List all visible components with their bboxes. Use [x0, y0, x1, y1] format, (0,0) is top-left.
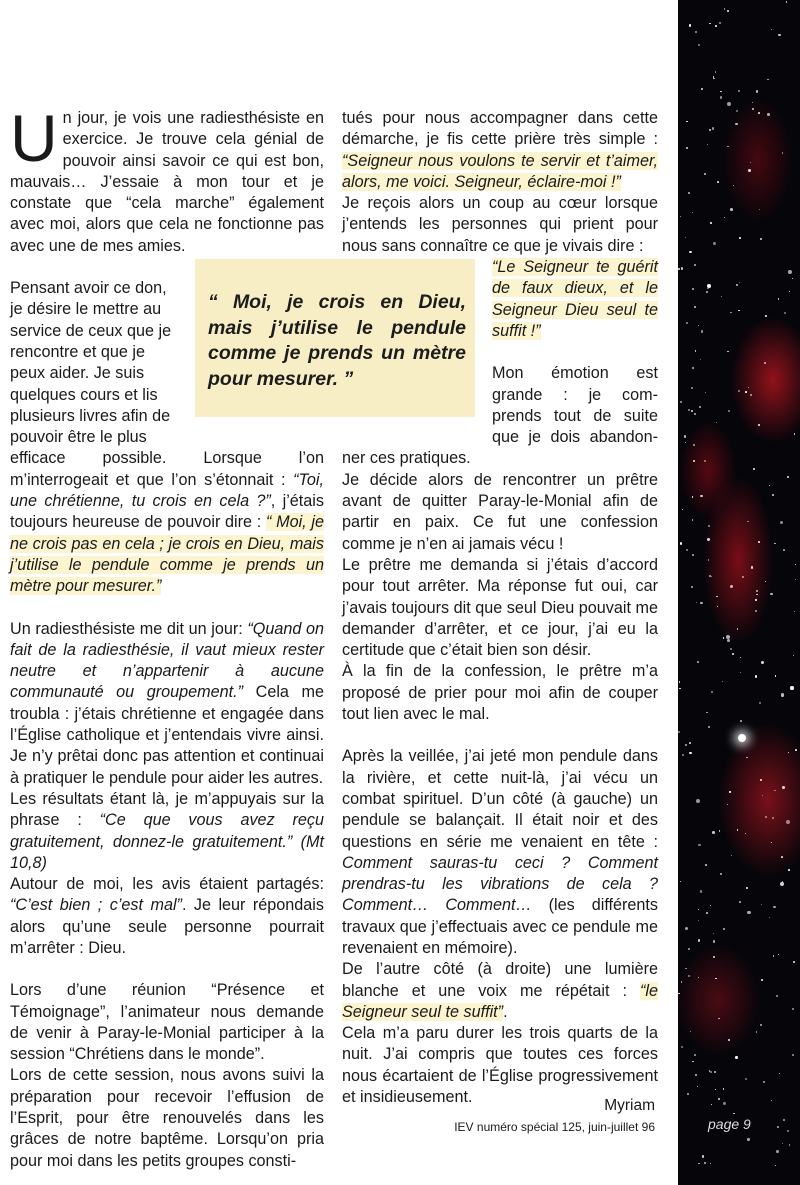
star	[681, 1046, 683, 1048]
paragraph-gift-cont: efficace possible. Lorsque l’on m’interrogeait et que l’on s’étonnait : “Toi, une chrétienne, tu crois en cela ?”, j’étais toujours heureuse de pouvoir dire : “ Moi, je ne crois pas en cela ; je crois en Dieu, mais j’utilise le pendule comme je prends un mètre pour mesurer.”	[10, 449, 324, 596]
star	[695, 1074, 697, 1076]
star	[782, 786, 785, 789]
star	[727, 102, 731, 106]
star	[795, 749, 797, 751]
star	[682, 754, 684, 756]
star	[787, 476, 789, 478]
star	[771, 1100, 772, 1101]
star	[756, 1031, 758, 1033]
star	[678, 993, 679, 994]
star	[776, 1150, 779, 1153]
star	[753, 468, 755, 470]
star	[711, 576, 712, 577]
star	[689, 742, 692, 745]
star	[738, 90, 740, 92]
star	[706, 291, 708, 293]
star	[708, 559, 709, 560]
star	[727, 351, 728, 352]
star	[731, 855, 732, 856]
star	[698, 939, 700, 941]
star	[745, 391, 747, 393]
highlighted-quote: “ Moi, je ne crois pas en cela ; je crois en Dieu, mais j’utilise le pendule comme je prends un mètre pour mesurer.”	[10, 513, 324, 596]
star	[788, 270, 792, 274]
star	[712, 831, 714, 833]
star	[774, 543, 775, 544]
star	[723, 637, 725, 639]
star	[692, 519, 694, 521]
paragraph-opinions: Autour de moi, les avis étaient partagés: “C’est bien ; c’est mal”. Je leur répondais alors qu’une seule personne pourrait m’arrêter : Dieu.	[10, 875, 324, 957]
star	[740, 720, 742, 722]
star	[730, 208, 733, 211]
star	[760, 1024, 762, 1026]
star	[765, 816, 767, 818]
star	[712, 127, 715, 130]
star	[792, 278, 793, 279]
star	[708, 726, 710, 728]
star	[755, 599, 756, 600]
star	[782, 1143, 783, 1144]
star	[738, 390, 740, 392]
star	[726, 635, 730, 639]
star	[689, 24, 691, 26]
star	[783, 1119, 785, 1121]
star	[685, 968, 686, 969]
star	[761, 661, 764, 664]
star	[705, 392, 707, 394]
star	[742, 576, 744, 578]
paragraph-gift: Pensant avoir ce don, je désire le mettre au service de ceux que je rencontre et que je peux aider. Je suis quelques cours et lis plusieurs livres afin de pouvoir être le plus	[10, 279, 172, 447]
star	[787, 1130, 789, 1132]
star	[679, 688, 681, 690]
star	[733, 1113, 735, 1115]
star	[736, 284, 738, 286]
star	[794, 611, 795, 612]
star	[781, 693, 784, 696]
star	[773, 955, 774, 956]
star	[692, 212, 693, 213]
star	[710, 1071, 712, 1073]
paragraph-intro: Un jour, je vois une radiesthésiste en exercice. Je trouve cela génial de pouvoir ainsi savoir ce qui est bon, mauvais… J’essaie à mon tour et je constate que “cela marche” également avec moi, alors que cela ne fonctionne pas avec une de mes amies.	[10, 101, 324, 255]
star	[745, 1078, 747, 1080]
star	[707, 284, 711, 288]
star	[756, 594, 758, 596]
star	[755, 610, 757, 612]
star	[758, 112, 760, 114]
star	[773, 906, 775, 908]
paragraph-results: Les résultats étant là, je m’appuyais sur la phrase : “Ce que vous avez reçu gratuitement, donnez-le gratuitement.” (Mt 10,8)	[10, 789, 324, 872]
star	[680, 881, 681, 882]
star	[682, 509, 683, 510]
star	[695, 31, 697, 33]
star	[694, 413, 696, 415]
star	[707, 144, 708, 145]
star	[715, 1089, 716, 1090]
star	[686, 322, 688, 324]
star	[707, 288, 709, 290]
star	[739, 901, 741, 903]
star	[750, 394, 753, 397]
star	[788, 752, 789, 753]
star	[780, 521, 783, 524]
star	[698, 44, 700, 46]
star	[795, 564, 796, 565]
star	[767, 79, 769, 81]
paragraph-stop: Le prêtre me demanda si j’étais d’accord pour tout arrêter. Ma réponse fut oui, car j’avais toujours dit que seul Dieu pouvait me demander d’arrêter, et ce jour, j’ai eu la certitude que c’était bien son désir.	[342, 555, 658, 660]
star	[685, 442, 686, 443]
paragraph-heart-quote: “Le Seigneur te guérit de faux dieux, et le Seigneur Dieu seul te suffit !”	[492, 258, 658, 340]
star	[686, 147, 688, 149]
star	[759, 209, 760, 210]
star	[685, 927, 688, 930]
star	[758, 541, 760, 543]
star	[681, 267, 684, 270]
star	[700, 890, 702, 892]
star	[759, 702, 761, 704]
star	[710, 222, 712, 224]
star	[700, 602, 703, 605]
star	[709, 129, 711, 131]
star	[714, 1071, 716, 1073]
star	[771, 29, 772, 30]
star	[723, 1102, 725, 1104]
star	[693, 444, 695, 446]
star	[704, 460, 706, 462]
star	[686, 549, 688, 551]
star	[691, 387, 693, 389]
starfield-image	[678, 0, 800, 1185]
source-credit: IEV numéro spécial 125, juin-juillet 96	[454, 1120, 655, 1134]
star	[737, 628, 738, 629]
star	[698, 1163, 699, 1164]
star	[698, 844, 700, 846]
star	[783, 549, 785, 551]
star	[694, 264, 696, 266]
star	[740, 672, 741, 673]
star	[715, 25, 717, 27]
star	[713, 78, 714, 79]
star	[784, 312, 786, 314]
star	[730, 585, 733, 588]
star	[706, 712, 708, 714]
star	[778, 34, 780, 36]
star	[723, 1088, 724, 1089]
star	[775, 1165, 777, 1167]
star	[702, 1155, 704, 1157]
paragraph-session: Lors de cette session, nous avons suivi la préparation pour recevoir l’effusion de l’Esprit, pour être renouvelés dans les grâces de notre baptême. Lorsqu’on pria pour moi dans les petits groupes consti-	[10, 1066, 324, 1170]
star	[720, 96, 723, 99]
star	[688, 409, 690, 411]
star	[680, 216, 681, 217]
star	[721, 296, 722, 297]
star	[720, 91, 721, 92]
star	[756, 90, 758, 92]
star	[793, 655, 794, 656]
star	[779, 1073, 780, 1074]
paragraph-light: De l’autre côté (à droite) une lumière blanche et une voix me répétait : “le Seigneur seul te suffit”.	[342, 960, 658, 1021]
star	[698, 920, 699, 921]
star	[761, 979, 763, 981]
star	[727, 146, 729, 148]
star	[763, 1081, 765, 1083]
star	[718, 1098, 720, 1100]
star	[776, 995, 778, 997]
star	[756, 590, 758, 592]
star	[692, 367, 694, 369]
star	[710, 905, 711, 906]
star	[717, 181, 719, 183]
star	[704, 173, 706, 175]
star	[719, 22, 721, 24]
star	[752, 108, 754, 110]
star	[736, 110, 738, 112]
star	[750, 162, 751, 163]
star	[688, 948, 690, 950]
paragraph-emotion: Mon émotion est grande : je com- prends tout de suite que je dois abandon- ner ces pratiques.	[342, 364, 658, 468]
paragraph-confession: À la fin de la confession, le prêtre m’a proposé de prier pour moi afin de couper tout lien avec le mal.	[342, 662, 658, 724]
star	[692, 288, 694, 290]
star	[715, 71, 716, 72]
star	[748, 169, 751, 172]
star	[723, 928, 725, 930]
star	[794, 433, 795, 434]
star	[792, 1008, 793, 1009]
star	[762, 795, 763, 796]
star	[694, 1054, 696, 1056]
star	[778, 954, 779, 955]
star	[713, 933, 714, 934]
star	[699, 406, 701, 408]
paragraph-priest: Je décide alors de rencontrer un prêtre avant de quitter Paray-le-Monial afin de partir en paix. Ce fut une confession comme je n’en ai jamais vécu !	[342, 470, 658, 553]
star	[732, 653, 734, 655]
star	[701, 88, 703, 90]
star	[777, 1126, 779, 1128]
star	[705, 864, 707, 866]
star	[781, 856, 783, 858]
right-column	[342, 108, 658, 1108]
star	[711, 1104, 712, 1105]
pull-quote: “ Moi, je crois en Dieu, mais j’utilise le pendule comme je prends un mètre pour mesurer. ”	[208, 291, 466, 390]
star	[748, 387, 749, 388]
star	[690, 1031, 691, 1032]
star	[727, 639, 730, 642]
star	[680, 542, 683, 545]
star	[733, 185, 734, 186]
star	[689, 752, 692, 755]
star	[697, 1086, 699, 1088]
star	[789, 291, 790, 292]
star	[711, 691, 713, 693]
star	[761, 904, 763, 906]
star	[755, 675, 757, 677]
star	[691, 410, 693, 412]
star	[752, 102, 753, 103]
star	[739, 237, 741, 239]
star	[769, 917, 770, 918]
star	[689, 251, 691, 253]
star	[693, 460, 695, 462]
star	[772, 817, 774, 819]
star	[786, 820, 790, 824]
star	[770, 593, 772, 595]
paragraph-meeting: Lors d’une réunion “Présence et Témoignage”, l’animateur nous demande de venir à Paray-le-Monial participer à la session “Chrétiens dans le monde”.	[10, 981, 324, 1064]
star	[686, 121, 688, 123]
star	[735, 123, 737, 125]
paragraph-neutral: Un radiesthésiste me dit un jour: “Quand on fait de la radiesthésie, il vaut mieux rester neutre et n’appartenir à aucune communauté ou groupement.” Cela me troubla : j’étais chrétienne et engagée dans l’Église catholique et j’entendais vivre ainsi. Je n’y prêtai donc pas attention et continuai à pratiquer le pendule pour aider les autres.	[10, 619, 325, 787]
star	[697, 661, 699, 663]
star	[793, 961, 795, 963]
star	[706, 912, 708, 914]
star	[715, 978, 717, 980]
star	[730, 312, 732, 314]
star	[704, 1162, 706, 1164]
star	[698, 909, 699, 910]
star	[707, 538, 709, 540]
star	[747, 521, 749, 523]
star	[722, 681, 724, 683]
star	[769, 485, 770, 486]
star	[740, 657, 742, 659]
paragraph-combat: Après la veillée, j’ai jeté mon pendule dans la rivière, et cette nuit-là, j’ai vécu un combat spirituel. D’un côté (à gauche) un pendule se balançait. Il était noir et des questions en série me venaient en tête : Comment sauras-tu ceci ? Comment prendras-tu les vibrations de cela ? Comment… Comment… (les différents travaux que j’effectuais avec ce pendule me revenaient en mémoire).	[342, 747, 659, 957]
star	[735, 1056, 738, 1059]
star	[684, 435, 686, 437]
star	[775, 675, 777, 677]
star	[681, 981, 683, 983]
paragraph-prayer: tués pour nous accompagner dans cette démarche, je fis cette prière très simple : “Seigneur nous voulons te servir et t’aimer, alors, me voici. Seigneur, éclaire-moi !”	[342, 109, 658, 191]
star	[695, 350, 696, 351]
star	[746, 757, 747, 758]
star	[751, 566, 754, 569]
star	[718, 1018, 720, 1020]
star	[739, 282, 740, 283]
star	[764, 362, 766, 364]
star	[719, 830, 720, 831]
star	[698, 977, 699, 978]
star	[730, 648, 732, 650]
paragraph-conclusion: Cela m’a paru durer les trois quarts de la nuit. J’ai compris que toutes ces forces nous écartaient de l’Église progressivement et insidieusement.	[342, 1024, 658, 1107]
star	[713, 956, 715, 958]
star	[727, 10, 729, 12]
star	[685, 237, 686, 238]
star	[696, 602, 697, 603]
star	[737, 829, 739, 831]
paragraph-heart: Je reçois alors un coup au cœur lorsque j’entends les personnes qui prient pour nous sans connaître ce que je vivais dire :	[342, 194, 658, 255]
star	[772, 494, 774, 496]
star	[700, 495, 703, 498]
star	[708, 525, 710, 527]
star	[713, 242, 716, 245]
star	[727, 804, 728, 805]
star	[678, 731, 680, 733]
star	[786, 1, 787, 2]
star	[720, 873, 722, 875]
signature: Myriam	[604, 1097, 655, 1114]
star	[716, 422, 717, 423]
star	[790, 686, 793, 689]
star	[724, 8, 726, 10]
star	[771, 842, 772, 843]
star	[687, 1093, 689, 1095]
star	[713, 940, 715, 942]
star	[789, 1144, 790, 1145]
star	[688, 192, 690, 194]
star	[729, 791, 730, 792]
star	[738, 310, 739, 311]
star	[724, 217, 725, 218]
star	[745, 833, 746, 834]
star	[679, 681, 680, 682]
star	[710, 1163, 711, 1164]
star	[717, 606, 718, 607]
star	[709, 23, 711, 25]
star	[788, 869, 790, 871]
star	[691, 586, 693, 588]
star	[685, 744, 687, 746]
star	[692, 496, 693, 497]
bright-star	[738, 734, 746, 742]
star	[760, 779, 762, 781]
star	[765, 581, 766, 582]
star	[728, 410, 730, 412]
star	[778, 298, 780, 300]
star	[696, 799, 700, 803]
star	[728, 1039, 729, 1040]
star	[774, 790, 775, 791]
page-number: page 9	[708, 1116, 751, 1132]
star	[692, 554, 695, 557]
star	[792, 1054, 794, 1056]
star	[700, 359, 701, 360]
star	[758, 424, 760, 426]
star	[680, 401, 681, 402]
star	[795, 579, 796, 580]
star	[747, 1138, 749, 1140]
star	[709, 1070, 710, 1071]
star	[760, 238, 762, 240]
drop-cap: U	[10, 101, 58, 175]
star	[716, 596, 717, 597]
star	[767, 113, 770, 116]
star	[765, 315, 767, 317]
star	[692, 1061, 694, 1063]
star	[688, 975, 691, 978]
star	[698, 325, 699, 326]
star	[694, 306, 696, 308]
star	[782, 152, 783, 153]
star	[747, 911, 751, 915]
star	[746, 887, 748, 889]
star	[701, 330, 703, 332]
